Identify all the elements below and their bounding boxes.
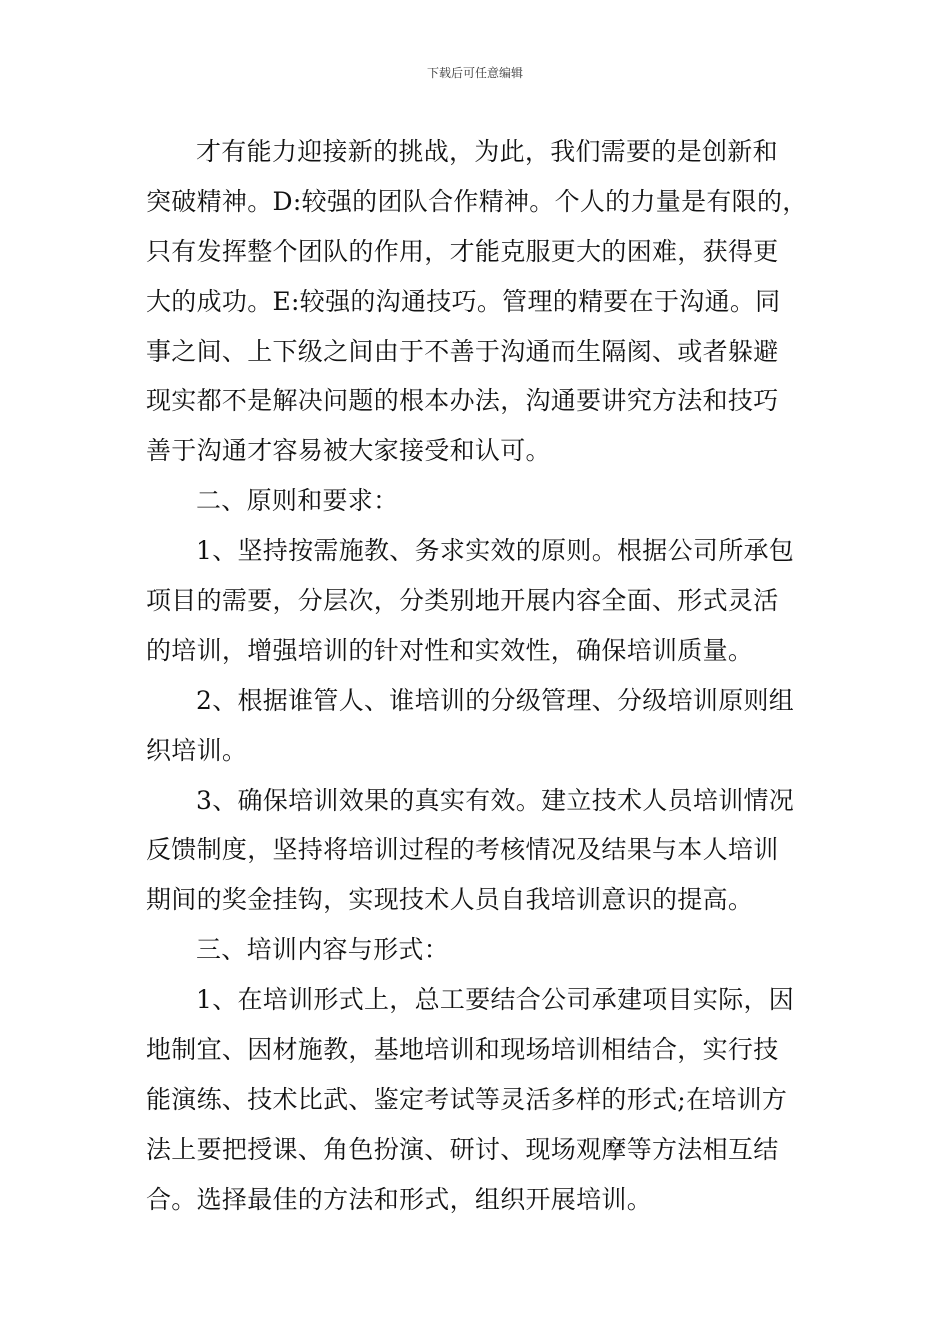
text-line: 的培训，增强培训的针对性和实效性，确保培训质量。 [146,635,754,665]
text-line: 织培训。 [146,735,248,765]
text-line: 只有发挥整个团队的作用，才能克服更大的困难，获得更 [146,236,779,266]
section-heading: 三、培训内容与形式： [196,935,450,965]
text-line: 2、根据谁管人、谁培训的分级管理、分级培训原则组 [196,685,795,715]
text-line: 反馈制度，坚持将培训过程的考核情况及结果与本人培训 [146,835,779,865]
text-line: 期间的奖金挂钩，实现技术人员自我培训意识的提高。 [146,885,754,915]
section-heading: 二、原则和要求： [196,486,399,516]
text-line: 现实都不是解决问题的根本办法，沟通要讲究方法和技巧 [146,386,779,416]
text-line: 法上要把授课、角色扮演、研讨、现场观摩等方法相互结 [146,1134,779,1164]
text-line: 地制宜、因材施教，基地培训和现场培训相结合，实行技 [146,1035,779,1065]
text-line: 1、在培训形式上，总工要结合公司承建项目实际，因 [196,985,795,1015]
text-line: 突破精神。D:较强的团队合作精神。个人的力量是有限的， [146,186,808,216]
text-line: 善于沟通才容易被大家接受和认可。 [146,436,551,466]
text-line: 合。选择最佳的方法和形式，组织开展培训。 [146,1184,653,1214]
text-line: 大的成功。E:较强的沟通技巧。管理的精要在于沟通。同 [146,286,781,316]
text-line: 项目的需要，分层次，分类别地开展内容全面、形式灵活 [146,586,779,616]
text-line: 能演练、技术比武、鉴定考试等灵活多样的形式;在培训方 [146,1084,788,1114]
page-header-note: 下载后可任意编辑 [426,66,523,80]
text-line: 1、坚持按需施教、务求实效的原则。根据公司所承包 [196,536,795,566]
text-line: 才有能力迎接新的挑战，为此，我们需要的是创新和 [196,137,778,166]
text-line: 事之间、上下级之间由于不善于沟通而生隔阂、或者躲避 [146,336,779,366]
document-body [146,127,808,1225]
text-line: 3、确保培训效果的真实有效。建立技术人员培训情况 [196,785,795,815]
